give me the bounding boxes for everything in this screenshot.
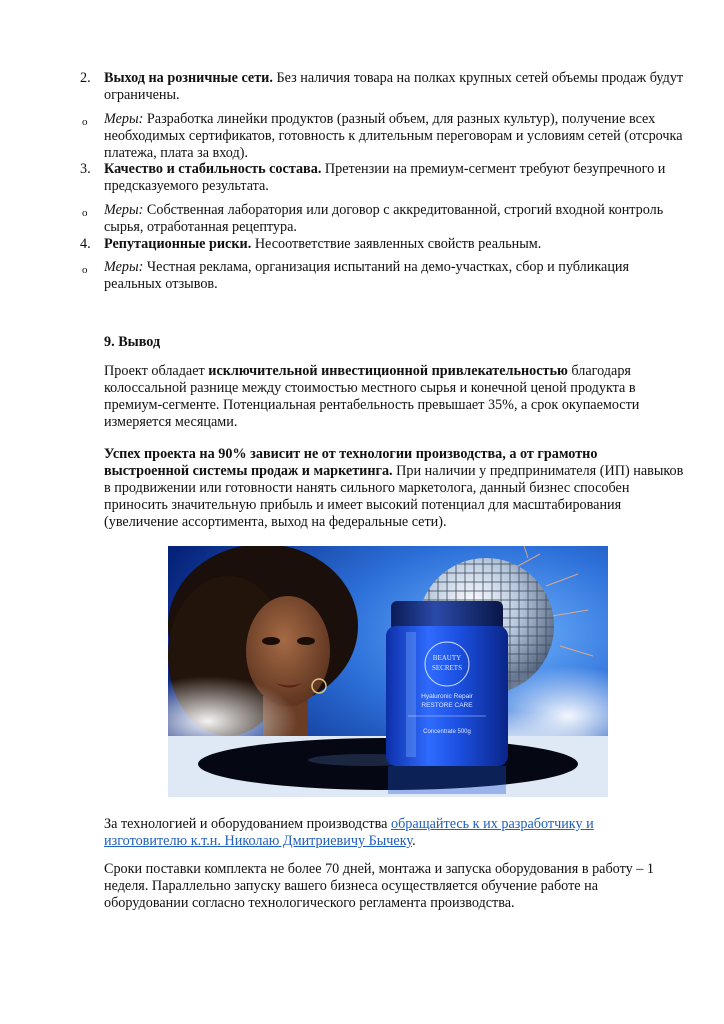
list-item-title: Выход на розничные сети.: [104, 70, 273, 86]
measures-reputation: [104, 259, 684, 293]
measures-label: Меры:: [104, 111, 144, 127]
jar-label-text: Hyaluronic Repair: [421, 693, 473, 700]
jar-brand-text: SECRETS: [432, 664, 462, 672]
conclusion-paragraph-2: [104, 446, 684, 531]
jar-label-text: RESTORE CARE: [421, 702, 473, 709]
list-item-reputation: [104, 236, 684, 253]
bullet-icon: o: [82, 264, 88, 276]
paragraph-emphasis: исключительной инвестиционной привлекательностью: [208, 363, 568, 379]
measures-text: Собственная лаборатория или договор с аккредитованной, строгий входной контроль сырья, отработанная рецептура.: [104, 202, 664, 235]
list-item-text: Несоответствие заявленных свойств реальным.: [251, 236, 542, 252]
measures-text: Честная реклама, организация испытаний на демо-участках, сбор и публикация реальных отзывов.: [104, 259, 630, 292]
list-item-text: Без наличия товара на полках крупных сетей объемы продаж будут ограничены.: [104, 70, 684, 103]
bullet-icon: o: [82, 207, 88, 219]
product-advert-image: [168, 546, 608, 797]
measures-quality: [104, 202, 684, 236]
developer-contact-link[interactable]: обращайтесь к их разработчику и: [391, 816, 594, 832]
paragraph-emphasis: Успех проекта на 90% зависит не от технологии производства, а от грамотно выстроенной системы продаж и маркетинга.: [104, 446, 598, 479]
product-advert-illustration: [168, 546, 608, 797]
paragraph-text: За технологией и оборудованием производства: [104, 816, 391, 832]
bullet-icon: o: [82, 116, 88, 128]
list-number-3: 3.: [80, 161, 91, 177]
list-number-2: 2.: [80, 70, 91, 86]
paragraph-text: .: [412, 833, 416, 849]
list-item-title: Репутационные риски.: [104, 236, 252, 252]
measures-label: Меры:: [104, 259, 144, 275]
measures-text: Разработка линейки продуктов (разный объем, для разных культур), получение всех необходимых сертификатов, готовность к длительным переговорам и условиям сетей (отсрочка платежа, плата за вход).: [104, 111, 683, 161]
delivery-terms-paragraph: Сроки поставки комплекта не более 70 дней, монтажа и запуска оборудования в работу – 1 неделя. Параллельно запуску вашего бизнеса осуществляется обучение работе на оборудовании согласно технологического регламента производства.: [104, 861, 654, 911]
list-item-quality: [104, 161, 684, 195]
conclusion-paragraph-1: [104, 363, 684, 431]
list-item-text: Претензии на премиум-сегмент требуют безупречного и предсказуемого результата.: [104, 161, 666, 194]
jar-brand-text: BEAUTY: [432, 654, 462, 662]
list-item-retail: [104, 70, 684, 104]
contact-paragraph: [104, 816, 684, 850]
section-heading: 9. Вывод: [104, 334, 161, 350]
jar-label-text: Concentrate 500g: [423, 729, 471, 735]
measures-retail: [104, 111, 684, 162]
developer-contact-link[interactable]: изготовителю к.т.н. Николаю Дмитриевичу Бычеку: [104, 833, 413, 849]
paragraph-text: Проект обладает: [104, 363, 209, 379]
list-number-4: 4.: [80, 236, 91, 252]
paragraph-text: благодаря колоссальной разнице между стоимостью местного сырья и конечной ценой продукта в премиум-сегменте. Потенциальная рентабельность превышает 35%, а срок окупаемости измеряется месяцами.: [104, 363, 640, 430]
list-item-title: Качество и стабильность состава.: [104, 161, 322, 177]
measures-label: Меры:: [104, 202, 144, 218]
paragraph-text: При наличии у предпринимателя (ИП) навыков в продвижении или готовности нанять сильного маркетолога, данный бизнес способен приносить значительную прибыль и имеет высокий потенциал для масштабирования (увеличение ассортимента, выход на федеральные сети).: [104, 463, 684, 530]
